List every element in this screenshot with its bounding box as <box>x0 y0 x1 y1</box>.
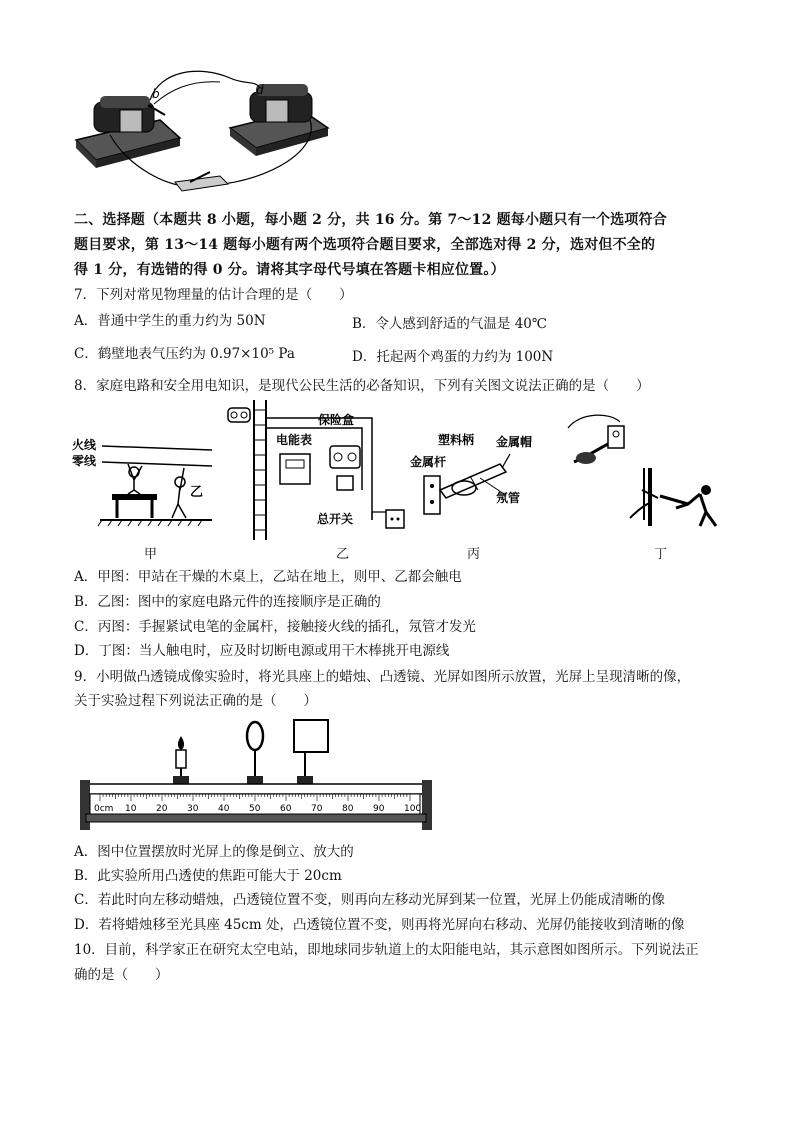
q10-stem-line2: 确的是（ ） <box>74 967 169 983</box>
ruler-label: 70 <box>311 804 323 814</box>
q8-option-a: A．甲图：甲站在干燥的木桌上，乙站在地上，则甲、乙都会触电 <box>74 569 462 585</box>
q9-stem-line2: 关于实验过程下列说法正确的是（ ） <box>74 693 317 709</box>
label-zongkaiguan: 总开关 <box>317 512 354 526</box>
optical-bench-figure <box>72 718 442 838</box>
q7-option-d: D．托起两个鸡蛋的力约为 100N <box>352 349 554 365</box>
q9-option-c: C．若此时向左移动蜡烛，凸透镜位置不变，则再向左移动光屏到某一位置，光屏上仍能成清晰的像 <box>74 892 665 908</box>
ruler-label: 20 <box>156 804 168 814</box>
q8-figure-ding <box>560 408 730 528</box>
ruler-label: 40 <box>218 804 230 814</box>
q7-stem: 7．下列对常见物理量的估计合理的是（ ） <box>74 287 353 303</box>
ruler-label: 60 <box>280 804 292 814</box>
label-baoxian: 保险盒 <box>318 413 355 427</box>
ruler-label: 30 <box>187 804 199 814</box>
q8-option-d: D．丁图：当人触电时，应及时切断电源或用干木棒挑开电源线 <box>74 643 450 659</box>
q8-option-c: C．丙图：手握紧试电笔的金属杆，接触接火线的插孔，氖管才发光 <box>74 619 476 635</box>
label-jinshumao: 金属帽 <box>496 435 533 449</box>
motor-generator-figure <box>70 60 340 195</box>
q9-option-b: B．此实验所用凸透使的焦距可能大于 20cm <box>74 868 342 884</box>
q7-option-c: C．鹤壁地表气压约为 0.97×10⁵ Pa <box>74 346 295 362</box>
label-huoxian: 火线 <box>72 438 97 452</box>
q9-option-a: A．图中位置摆放时光屏上的像是倒立、放大的 <box>74 844 354 860</box>
q9-option-d: D．若将蜡烛移至光具座 45cm 处，凸透镜位置不变，则再将光屏向右移动、光屏仍能接收到清晰的像 <box>74 917 685 933</box>
q8-option-b: B．乙图：图中的家庭电路元件的连接顺序是正确的 <box>74 594 381 610</box>
fig-label-jia: 甲 <box>144 547 158 562</box>
ruler-label: 0cm <box>94 804 114 814</box>
section-heading-line2: 题目要求，第 13～14 题每小题有两个选项符合题目要求，全部选对得 2 分，选对但不全的 <box>74 237 656 253</box>
q8-figure-bing <box>410 430 550 520</box>
q8-stem: 8．家庭电路和安全用电知识，是现代公民生活的必备知识，下列有关图文说法正确的是（ ） <box>74 378 650 394</box>
fig1-label-b: b <box>152 87 160 101</box>
fig-label-yi: 乙 <box>336 547 350 562</box>
label-dianneng: 电能表 <box>276 433 313 447</box>
section-heading-line1: 二、选择题（本题共 8 小题，每小题 2 分，共 16 分。第 7～12 题每小题只有一个选项符合 <box>74 212 667 228</box>
q9-stem-line1: 9．小明做凸透镜成像实验时，将光具座上的蜡烛、凸透镜、光屏如图所示放置，光屏上呈现清晰的像， <box>74 669 691 685</box>
label-jinshugan: 金属杆 <box>410 455 447 469</box>
q10-stem-line1: 10．目前，科学家正在研究太空电站，即地球同步轨道上的太阳能电站，其示意图如图所示。下列说法正 <box>74 942 699 958</box>
label-yi-person: 乙 <box>190 485 204 500</box>
fig1-label-d: d <box>256 83 264 97</box>
ruler-label: 100 <box>404 804 422 814</box>
ruler-label: 90 <box>373 804 385 814</box>
label-chaguan: 氖管 <box>496 491 521 505</box>
fig-label-ding: 丁 <box>654 547 668 562</box>
ruler-label: 10 <box>125 804 137 814</box>
ruler-label: 80 <box>342 804 354 814</box>
q8-figure-jia <box>72 432 212 532</box>
q8-figure-yi <box>222 400 412 540</box>
label-suliao: 塑料柄 <box>438 433 475 447</box>
section-heading-line3: 得 1 分，有选错的得 0 分。请将其字母代号填在答题卡相应位置。） <box>74 262 505 278</box>
q7-option-b: B．令人感到舒适的气温是 40℃ <box>352 316 547 332</box>
label-lingxian: 零线 <box>72 454 97 468</box>
ruler-label: 50 <box>249 804 261 814</box>
q7-option-a: A．普通中学生的重力约为 50N <box>74 313 266 329</box>
fig-label-bing: 丙 <box>467 547 481 562</box>
